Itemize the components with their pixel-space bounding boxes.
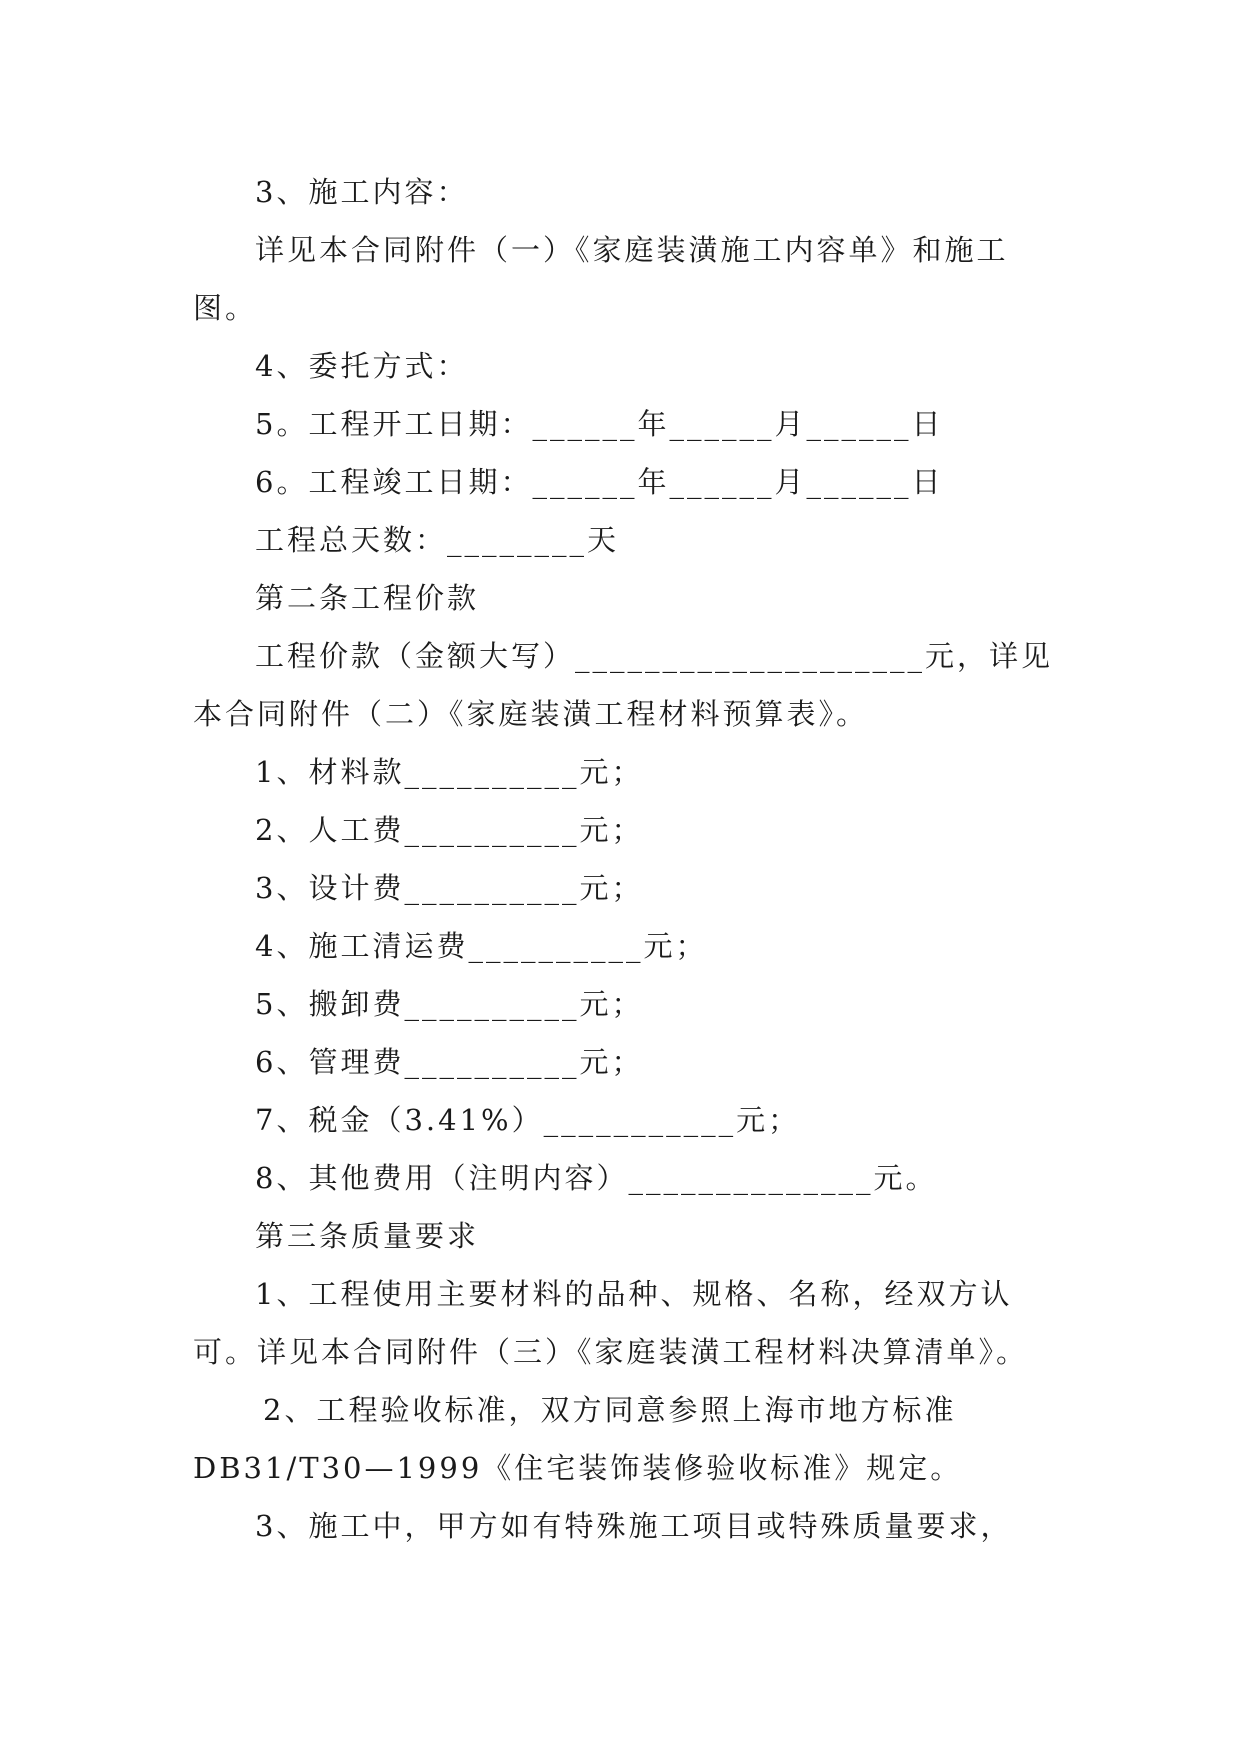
text-line: 2、工程验收标准，双方同意参照上海市地方标准 [263,1393,957,1427]
fee-item: 4、施工清运费__________元； [255,929,708,963]
text-line: 1、工程使用主要材料的品种、规格、名称，经双方认 [255,1277,1013,1311]
text-line: 工程价款（金额大写）____________________元，详见 [255,639,1054,673]
fee-item: 1、材料款__________元； [255,755,644,789]
text-line: 工程总天数：________天 [255,523,620,557]
fee-item: 6、管理费__________元； [255,1045,644,1079]
text-line: 5。工程开工日期：______年______月______日 [255,407,944,441]
text-line: 图。 [193,291,258,325]
text-line: DB31/T30—1999《住宅装饰装修验收标准》规定。 [193,1451,963,1485]
text-line: 3、施工中，甲方如有特殊施工项目或特殊质量要求， [255,1509,1013,1543]
fee-item: 5、搬卸费__________元； [255,987,644,1021]
section-heading: 第二条工程价款 [255,581,480,615]
contract-text [193,163,1053,1555]
fee-item: 7、税金（3.41%）___________元； [255,1103,801,1137]
text-line: 3、施工内容： [255,175,469,209]
fee-item: 8、其他费用（注明内容）______________元。 [255,1161,938,1195]
text-line: 本合同附件（二）《家庭装潢工程材料预算表》。 [193,697,869,731]
section-heading: 第三条质量要求 [255,1219,480,1253]
fee-item: 2、人工费__________元； [255,813,644,847]
text-line: 可。详见本合同附件（三）《家庭装潢工程材料决算清单》。 [193,1335,1029,1369]
text-line: 4、委托方式： [255,349,469,383]
fee-item: 3、设计费__________元； [255,871,644,905]
text-line: 6。工程竣工日期：______年______月______日 [255,465,944,499]
text-line: 详见本合同附件（一）《家庭装潢施工内容单》和施工 [255,233,1009,267]
